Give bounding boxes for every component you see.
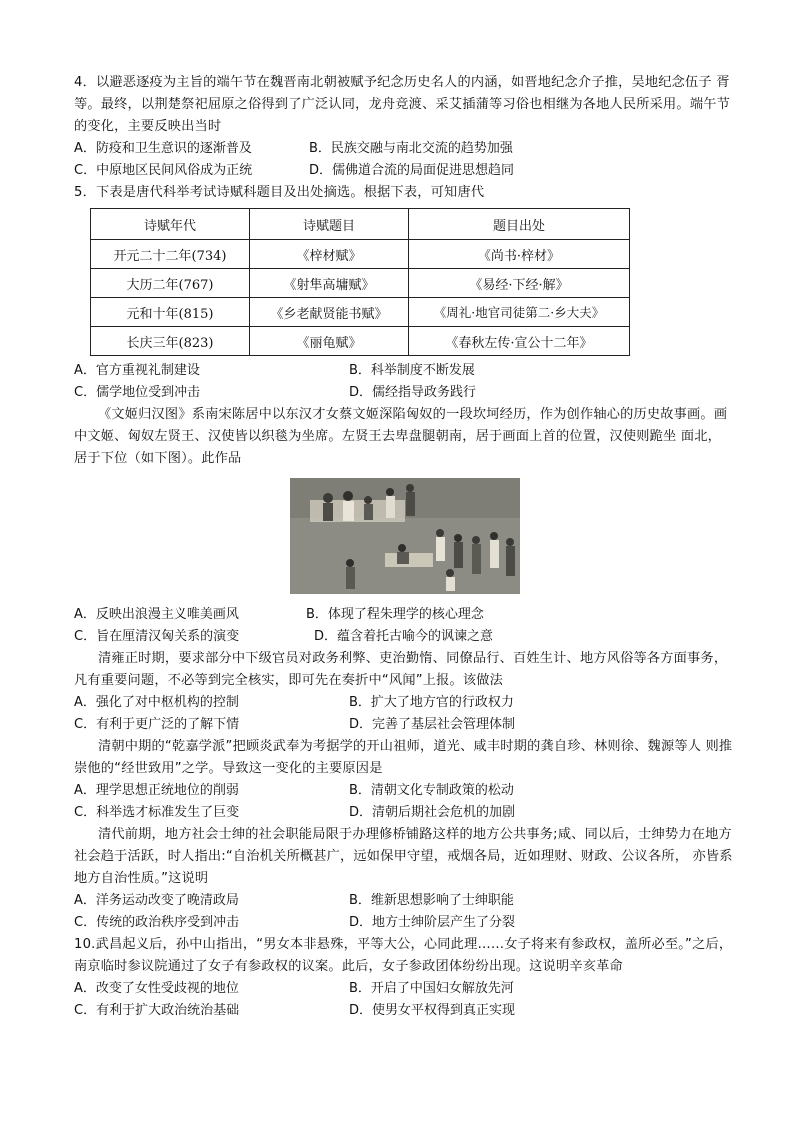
table-cell: 《丽龟赋》 [250, 327, 409, 356]
q6-option-b[interactable]: B．体现了程朱理学的核心理念 [306, 607, 484, 622]
q4-option-b[interactable]: B．民族交融与南北交流的趋势加强 [309, 141, 513, 156]
q7-options-row2 [74, 714, 734, 736]
q6-options-row1 [74, 604, 734, 626]
q7-option-d[interactable]: D．完善了基层社会管理体制 [349, 717, 516, 732]
q7-option-b[interactable]: B．扩大了地方官的行政权力 [349, 695, 514, 710]
table-cell: 《梓材赋》 [250, 240, 409, 269]
exam-page [74, 72, 734, 1022]
table-cell: 《尚书·梓材》 [409, 240, 630, 269]
q9-options-row1 [74, 890, 734, 912]
q10-option-b[interactable]: B．开启了中国妇女解放先河 [349, 981, 514, 996]
q5-options-row1 [74, 360, 734, 382]
table-row [91, 298, 630, 327]
q5-option-c[interactable]: C．儒学地位受到冲击 [74, 385, 201, 400]
q8-option-d[interactable]: D．清朝后期社会危机的加剧 [349, 805, 516, 820]
q9-option-d[interactable]: D．地方士绅阶层产生了分裂 [349, 915, 516, 930]
table-header-cell: 题目出处 [409, 209, 630, 240]
q5-option-d[interactable]: D．儒经指导政务践行 [349, 385, 477, 400]
q10-option-a[interactable]: A．改变了女性受歧视的地位 [74, 981, 239, 996]
q8-option-c[interactable]: C．科举选才标准发生了巨变 [74, 805, 240, 820]
q10-options-row2 [74, 1000, 734, 1022]
q10-options-row1 [74, 978, 734, 1000]
q9-options-row2 [74, 912, 734, 934]
q4-stem: 4．以避恶逐疫为主旨的端午节在魏晋南北朝被赋予纪念历史名人的内涵，如晋地纪念介子推，吴地纪念伍子 胥等。最终，以荆楚祭祀屈原之俗得到了广泛认同，龙舟竞渡、采艾插蒲等习俗也相继为各地人民所采用。端午节的变化，主要反映出当时 [74, 75, 730, 134]
table-row [91, 240, 630, 269]
q10-stem: 10.武昌起义后，孙中山指出，“男女本非悬殊，平等大公，心同此理……女子将来有参政权，盖所必至。”之后，南京临时参议院通过了女子有参政权的议案。此后，女子参政团体纷纷出现。这说明辛亥革命 [74, 937, 733, 974]
q7-stem: 清雍正时期，要求部分中下级官员对政务利弊、吏治勤惰、同僚品行、百姓生计、地方风俗等各方面事务， 凡有重要问题，不必等到完全核实，即可先在奏折中“风闻”上报。该做法 [74, 651, 728, 688]
q8-option-a[interactable]: A．理学思想正统地位的削弱 [74, 783, 239, 798]
q5-options-row2 [74, 382, 734, 404]
table-cell: 《周礼·地官司徒第二·乡大夫》 [409, 298, 630, 327]
q7-options-row1 [74, 692, 734, 714]
q5-stem: 5．下表是唐代科举考试诗赋科题目及出处摘选。根据下表，可知唐代 [74, 185, 485, 200]
q7-option-a[interactable]: A．强化了对中枢机构的控制 [74, 695, 239, 710]
q8-options-row1 [74, 780, 734, 802]
table-header-cell: 诗赋题目 [250, 209, 409, 240]
q8-stem: 清朝中期的“乾嘉学派”把顾炎武奉为考据学的开山祖师，道光、咸丰时期的龚自珍、林则徐、魏源等人 则推崇他的“经世致用”之学。导致这一变化的主要原因是 [74, 739, 733, 776]
table-cell: 《春秋左传·宣公十二年》 [409, 327, 630, 356]
table-cell: 开元二十二年(734) [91, 240, 250, 269]
q6-options-row2 [74, 626, 734, 648]
q7-option-c[interactable]: C．有利于更广泛的了解下情 [74, 717, 240, 732]
table-cell: 大历二年(767) [91, 269, 250, 298]
q6-option-c[interactable]: C．旨在厘清汉匈关系的演变 [74, 629, 240, 644]
q9-stem: 清代前期，地方社会士绅的社会职能局限于办理修桥铺路这样的地方公共事务;咸、同以后，士绅势力在地方社会趋于活跃，时人指出:“自治机关所概甚广，远如保甲守望，戒烟各局，近如理财、财政、公议各所， 亦皆系地方自治性质。”这说明 [74, 827, 733, 886]
q10-option-c[interactable]: C．有利于扩大政治统治基础 [74, 1003, 240, 1018]
table-cell: 《易经·下经·解》 [409, 269, 630, 298]
q6-option-a[interactable]: A．反映出浪漫主义唯美画风 [74, 607, 239, 622]
q9-option-a[interactable]: A．洋务运动改变了晚清政局 [74, 893, 239, 908]
q6-option-d[interactable]: D．蕴含着托古喻今的讽谏之意 [314, 629, 494, 644]
q9-option-b[interactable]: B．维新思想影响了士绅职能 [349, 893, 514, 908]
q4-option-c[interactable]: C．中原地区民间风俗成为正统 [74, 163, 253, 178]
table-cell: 《射隼高墉赋》 [250, 269, 409, 298]
table-cell: 元和十年(815) [91, 298, 250, 327]
q4-option-d[interactable]: D．儒佛道合流的局面促进思想趋同 [309, 163, 515, 178]
q9-option-c[interactable]: C．传统的政治秩序受到冲击 [74, 915, 240, 930]
q4-option-a[interactable]: A．防疫和卫生意识的逐渐普及 [74, 141, 252, 156]
q10-option-d[interactable]: D．使男女平权得到真正实现 [349, 1003, 516, 1018]
q8-options-row2 [74, 802, 734, 824]
q5-option-b[interactable]: B．科举制度不断发展 [349, 363, 475, 378]
q6-stem: 《文姬归汉图》系南宋陈居中以东汉才女蔡文姬深陷匈奴的一段坎坷经历，作为创作轴心的历史故事画。画中文姬、匈奴左贤王、汉使皆以织毯为坐席。左贤王去卑盘腿朝南，居于画面上首的位置，汉使则跪坐 面北，居于下位（如下图）。此作品 [74, 407, 728, 466]
q5-table [90, 208, 630, 356]
q8-option-b[interactable]: B．清朝文化专制政策的松动 [349, 783, 514, 798]
table-row [91, 269, 630, 298]
table-header-cell: 诗赋年代 [91, 209, 250, 240]
q5-option-a[interactable]: A．官方重视礼制建设 [74, 363, 200, 378]
table-cell: 《乡老献贤能书赋》 [250, 298, 409, 327]
table-header-row [91, 209, 630, 240]
table-cell: 长庆三年(823) [91, 327, 250, 356]
painting-image [290, 478, 520, 594]
painting-illustration [290, 478, 520, 594]
q4-options-row2 [74, 160, 734, 182]
table-row [91, 327, 630, 356]
q4-options-row1 [74, 138, 734, 160]
